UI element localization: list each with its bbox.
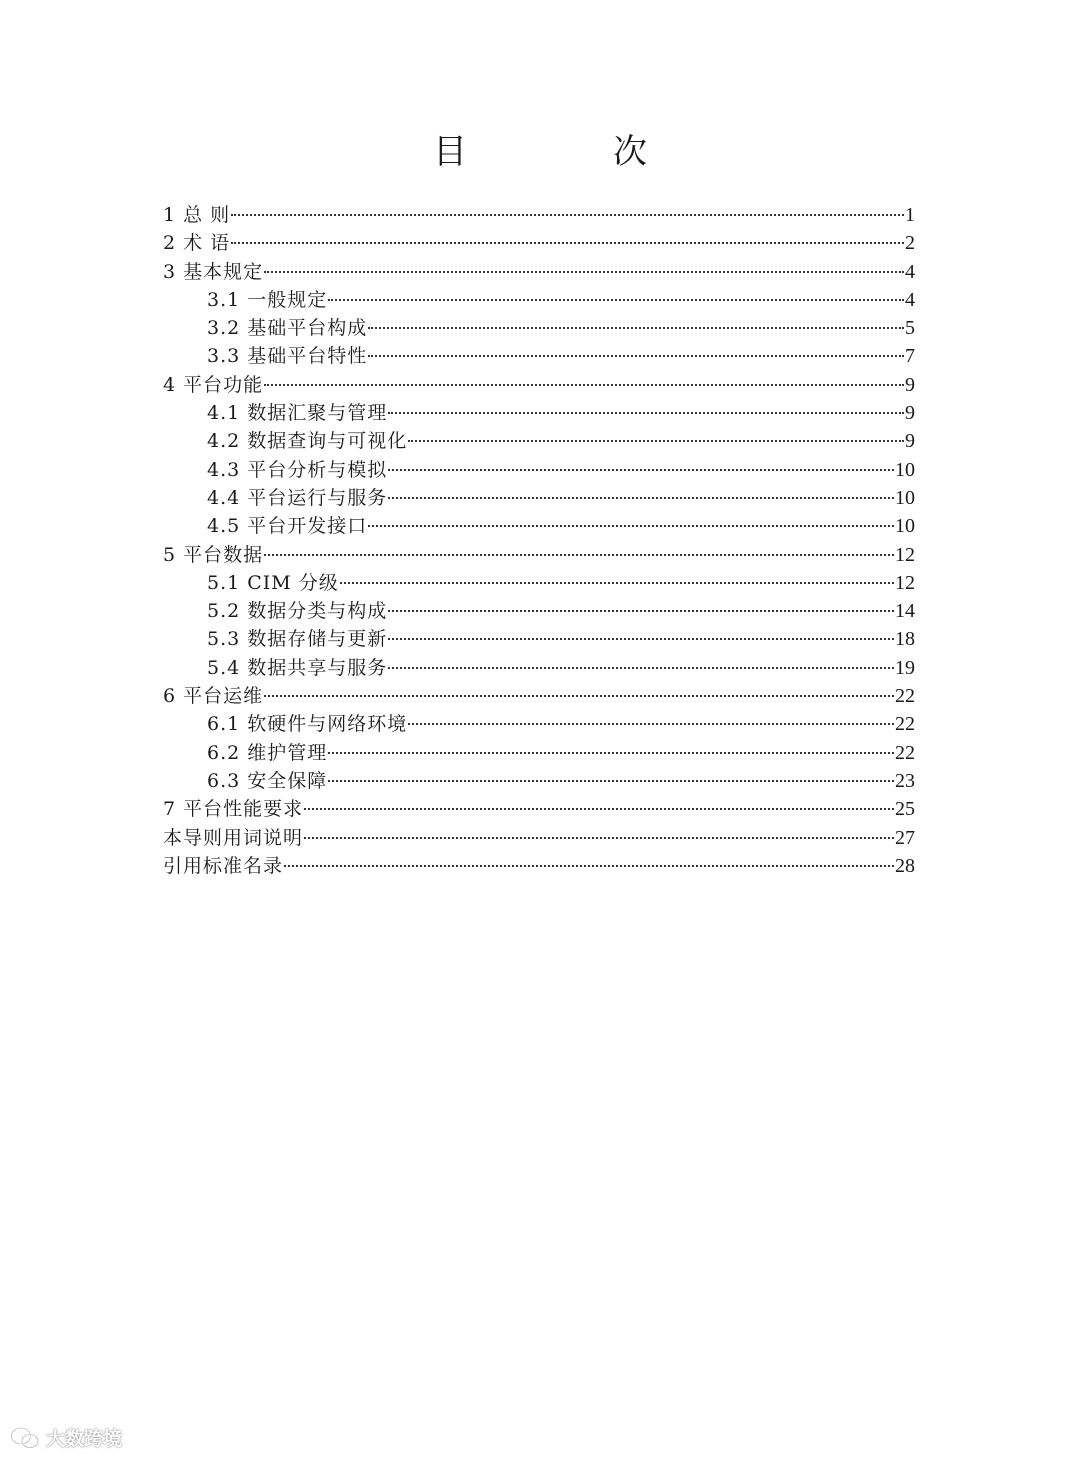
toc-entry: [163, 852, 915, 880]
toc-entry-label: 6.3 安全保障: [207, 769, 328, 792]
toc-dot-leader: [368, 355, 904, 357]
toc-entry: [163, 824, 915, 852]
toc-entry: [163, 625, 915, 653]
toc-entry-page-number: 9: [905, 373, 915, 396]
toc-entry: [163, 767, 915, 795]
toc-dot-leader: [264, 695, 894, 697]
toc-entry-label: 5.4 数据共享与服务: [207, 656, 388, 679]
toc-entry: [163, 456, 915, 484]
toc-entry-label: 3 基本规定: [163, 260, 264, 283]
toc-entry-page-number: 10: [895, 458, 915, 481]
toc-dot-leader: [388, 469, 894, 471]
toc-dot-leader: [284, 865, 894, 867]
toc-entry: [163, 569, 915, 597]
toc-dot-leader: [388, 610, 894, 612]
toc-entry-page-number: 4: [905, 288, 915, 311]
toc-entry-page-number: 25: [895, 798, 915, 821]
toc-entry-label: 3.3 基础平台特性: [207, 345, 368, 368]
toc-entry-page-number: 4: [905, 260, 915, 283]
toc-entry-label: 本导则用词说明: [163, 826, 304, 849]
toc-dot-leader: [388, 667, 894, 669]
toc-entry-label: 6.2 维护管理: [207, 741, 328, 764]
toc-entry: [163, 201, 915, 229]
toc-entry-label: 4.5 平台开发接口: [207, 515, 368, 538]
toc-entry-page-number: 28: [895, 854, 915, 877]
toc-entry-page-number: 27: [895, 826, 915, 849]
toc-entry-label: 1 总 则: [163, 204, 231, 226]
toc-entry-label: 4 平台功能: [163, 373, 264, 396]
toc-entry-label: 7 平台性能要求: [163, 798, 304, 821]
toc-dot-leader: [231, 242, 904, 244]
toc-dot-leader: [388, 497, 894, 499]
toc-dot-leader: [231, 214, 904, 216]
toc-dot-leader: [264, 554, 894, 556]
toc-entry: [163, 654, 915, 682]
toc-dot-leader: [264, 271, 904, 273]
toc-entry: [163, 682, 915, 710]
table-of-contents: [163, 201, 915, 880]
toc-entry: [163, 597, 915, 625]
toc-entry-label: 5.1 CIM 分级: [207, 571, 339, 594]
toc-entry-page-number: 2: [905, 232, 915, 255]
toc-entry-page-number: 14: [895, 600, 915, 623]
toc-entry: [163, 512, 915, 540]
toc-entry-page-number: 9: [905, 430, 915, 453]
toc-dot-leader: [328, 299, 904, 301]
toc-entry-label: 3.1 一般规定: [207, 288, 328, 311]
toc-entry-label: 4.3 平台分析与模拟: [207, 458, 388, 481]
toc-entry: [163, 795, 915, 823]
toc-dot-leader: [304, 808, 894, 810]
toc-entry: [163, 229, 915, 257]
toc-entry-page-number: 9: [905, 402, 915, 425]
toc-entry: [163, 286, 915, 314]
toc-entry-page-number: 18: [895, 628, 915, 651]
toc-dot-leader: [408, 440, 904, 442]
watermark-text: 大数跨境: [46, 1428, 123, 1450]
toc-entry-label: 3.2 基础平台构成: [207, 317, 368, 340]
toc-entry: [163, 399, 915, 427]
toc-dot-leader: [368, 327, 904, 329]
toc-entry: [163, 710, 915, 738]
toc-dot-leader: [304, 837, 894, 839]
toc-entry: [163, 371, 915, 399]
toc-entry-label: 引用标准名录: [163, 854, 284, 877]
toc-dot-leader: [388, 412, 904, 414]
toc-entry-page-number: 23: [895, 769, 915, 792]
toc-entry-label: 5.2 数据分类与构成: [207, 600, 388, 623]
toc-entry: [163, 342, 915, 370]
toc-dot-leader: [388, 638, 894, 640]
toc-dot-leader: [408, 723, 894, 725]
toc-entry-label: 5.3 数据存储与更新: [207, 628, 388, 651]
page-title: 目 次: [433, 132, 703, 172]
toc-dot-leader: [340, 582, 894, 584]
toc-entry-page-number: 22: [895, 713, 915, 736]
toc-entry: [163, 258, 915, 286]
toc-entry: [163, 427, 915, 455]
toc-entry: [163, 739, 915, 767]
wechat-logo-icon: [10, 1426, 40, 1450]
toc-entry: [163, 484, 915, 512]
toc-entry-label: 4.2 数据查询与可视化: [207, 430, 408, 453]
toc-entry-page-number: 10: [895, 515, 915, 538]
toc-dot-leader: [368, 525, 894, 527]
toc-dot-leader: [328, 780, 894, 782]
toc-entry-label: 6.1 软硬件与网络环境: [207, 713, 408, 736]
toc-entry-label: 6 平台运维: [163, 685, 264, 708]
toc-entry-label: 2 术 语: [163, 232, 231, 255]
toc-entry: [163, 541, 915, 569]
toc-entry-label: 5 平台数据: [163, 543, 264, 566]
toc-entry-page-number: 10: [895, 486, 915, 509]
toc-dot-leader: [264, 384, 904, 386]
toc-entry-page-number: 5: [905, 317, 915, 340]
watermark: [10, 1424, 122, 1451]
toc-entry-page-number: 12: [895, 543, 915, 566]
toc-entry-label: 4.1 数据汇聚与管理: [207, 402, 388, 425]
toc-entry-page-number: 19: [895, 656, 915, 679]
toc-entry-page-number: 7: [905, 345, 915, 368]
toc-entry-page-number: 22: [895, 741, 915, 764]
toc-entry-page-number: 1: [905, 204, 915, 226]
toc-entry-label: 4.4 平台运行与服务: [207, 486, 388, 509]
toc-entry-page-number: 12: [895, 571, 915, 594]
toc-dot-leader: [328, 752, 894, 754]
toc-entry-page-number: 22: [895, 685, 915, 708]
toc-entry: [163, 314, 915, 342]
